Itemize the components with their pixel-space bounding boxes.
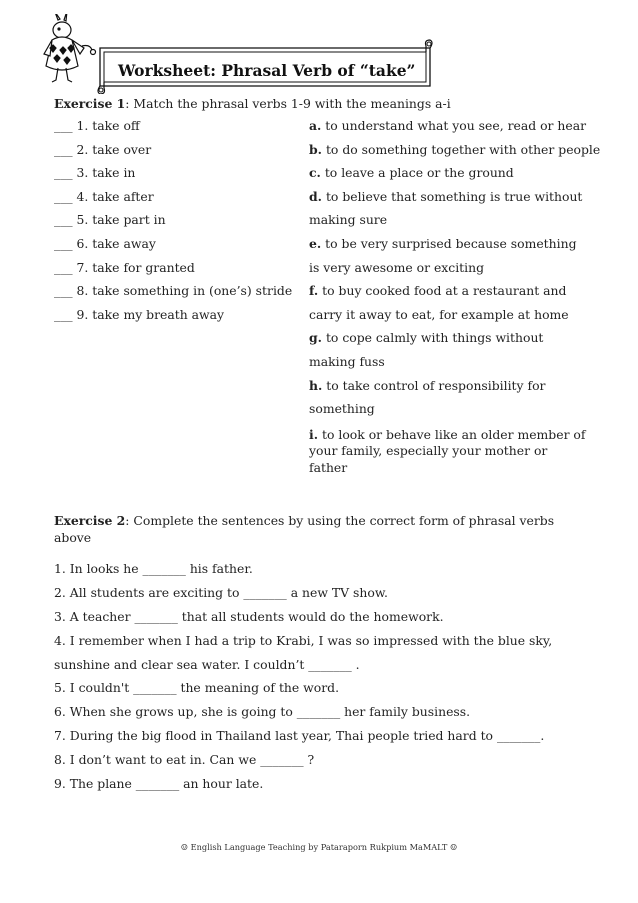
meaning-item — [309, 165, 600, 189]
phrasal-verb: 6. take away — [76, 235, 156, 251]
sentence-continuation: sunshine and clear sea water. I couldn’t _______ . — [54, 656, 360, 672]
answer-blank: ___ — [54, 235, 73, 251]
answer-blank: ___ — [54, 188, 73, 204]
answer-blank: ___ — [54, 306, 73, 322]
sentence: 2. All students are exciting to _______ a new TV show. — [54, 584, 388, 600]
answer-blank: ___ — [54, 165, 73, 181]
sentence: 4. I remember when I had a trip to Krabi, I was so impressed with the blue sky, — [54, 632, 553, 648]
sentence: 8. I don’t want to eat in. Can we _______ ? — [54, 752, 315, 768]
list-item — [54, 165, 292, 189]
meaning-letter: f. — [309, 283, 319, 299]
rabbit-illustration-icon — [44, 14, 96, 82]
meaning-continuation: making fuss — [309, 353, 385, 369]
meaning-list — [309, 118, 600, 476]
meaning-continuation: your family, especially your mother or — [309, 443, 548, 459]
exercise2-label: Exercise 2 — [54, 513, 126, 528]
exercise2-heading — [54, 513, 554, 528]
list-item — [54, 260, 292, 284]
answer-blank: ___ — [54, 141, 73, 157]
list-item — [54, 283, 292, 307]
meaning-letter: g. — [309, 330, 322, 346]
meaning-text: to believe that something is true without — [325, 188, 583, 204]
page-title: Worksheet: Phrasal Verb of “take” — [118, 61, 416, 80]
meaning-item — [309, 378, 600, 402]
answer-blank: ___ — [54, 259, 73, 275]
list-item — [54, 307, 292, 331]
exercise1-label: Exercise 1 — [54, 96, 126, 111]
meaning-item — [309, 427, 600, 444]
meaning-continuation: father — [309, 459, 348, 475]
list-item — [54, 189, 292, 213]
list-item — [54, 236, 292, 260]
sentence: 6. When she grows up, she is going to _______ her family business. — [54, 704, 471, 720]
meaning-text: to cope calmly with things without — [325, 330, 544, 346]
meaning-letter: e. — [309, 235, 322, 251]
meaning-text: to understand what you see, read or hear — [325, 118, 587, 133]
sentence: 7. During the big flood in Thailand last year, Thai people tried hard to _______. — [54, 728, 545, 744]
phrasal-verb: 5. take part in — [76, 212, 166, 228]
sentence: 9. The plane _______ an hour late. — [54, 776, 264, 792]
exercise1-instruction: : Match the phrasal verbs 1-9 with the meanings a-i — [125, 96, 451, 111]
phrasal-verb: 8. take something in (one’s) stride — [76, 283, 293, 299]
meaning-letter: c. — [309, 165, 321, 181]
meaning-text: to leave a place or the ground — [324, 165, 514, 181]
meaning-letter: a. — [309, 118, 322, 133]
meaning-text: to buy cooked food at a restaurant and — [322, 283, 567, 299]
phrasal-verb: 4. take after — [76, 188, 154, 204]
meaning-continuation: carry it away to eat, for example at home — [309, 306, 569, 322]
meaning-continuation: something — [309, 401, 375, 417]
meaning-letter: h. — [309, 377, 323, 393]
list-item — [54, 142, 292, 166]
phrasal-verb: 2. take over — [76, 141, 152, 157]
phrasal-verb: 9. take my breath away — [76, 306, 224, 322]
exercise1-heading — [54, 96, 451, 111]
meaning-text: to be very surprised because something — [325, 235, 577, 251]
meaning-text: to take control of responsibility for — [326, 377, 546, 393]
meaning-letter: b. — [309, 141, 322, 157]
meaning-item — [309, 142, 600, 166]
list-item — [54, 118, 292, 142]
meaning-item — [309, 283, 600, 307]
meaning-letter: i. — [309, 426, 319, 442]
footer-credit: ☺ English Language Teaching by Pataraporn Rukpium MaMALT ☺ — [180, 842, 458, 852]
phrasal-verb: 3. take in — [76, 165, 136, 181]
title-banner — [38, 14, 438, 94]
sentence: 3. A teacher _______ that all students would do the homework. — [54, 608, 444, 624]
exercise2-instruction-cont: above — [54, 530, 92, 545]
meaning-continuation: making sure — [309, 212, 388, 228]
answer-blank: ___ — [54, 118, 73, 133]
answer-blank: ___ — [54, 212, 73, 228]
meaning-letter: d. — [309, 188, 322, 204]
phrasal-verb: 7. take for granted — [76, 259, 195, 275]
sentence: 1. In looks he _______ his father. — [54, 561, 253, 576]
exercise2-instruction: : Complete the sentences by using the correct form of phrasal verbs — [125, 513, 555, 528]
meaning-item — [309, 189, 600, 213]
meaning-item — [309, 236, 600, 260]
meaning-text: to look or behave like an older member of — [321, 426, 586, 442]
phrasal-verb-list — [54, 118, 292, 330]
meaning-item — [309, 330, 600, 354]
sentence-list — [54, 561, 552, 800]
answer-blank: ___ — [54, 283, 73, 299]
sentence: 5. I couldn't _______ the meaning of the word. — [54, 680, 340, 696]
list-item — [54, 212, 292, 236]
phrasal-verb: 1. take off — [76, 118, 140, 133]
meaning-continuation: is very awesome or exciting — [309, 259, 485, 275]
meaning-item — [309, 118, 600, 142]
meaning-text: to do something together with other people — [325, 141, 601, 157]
